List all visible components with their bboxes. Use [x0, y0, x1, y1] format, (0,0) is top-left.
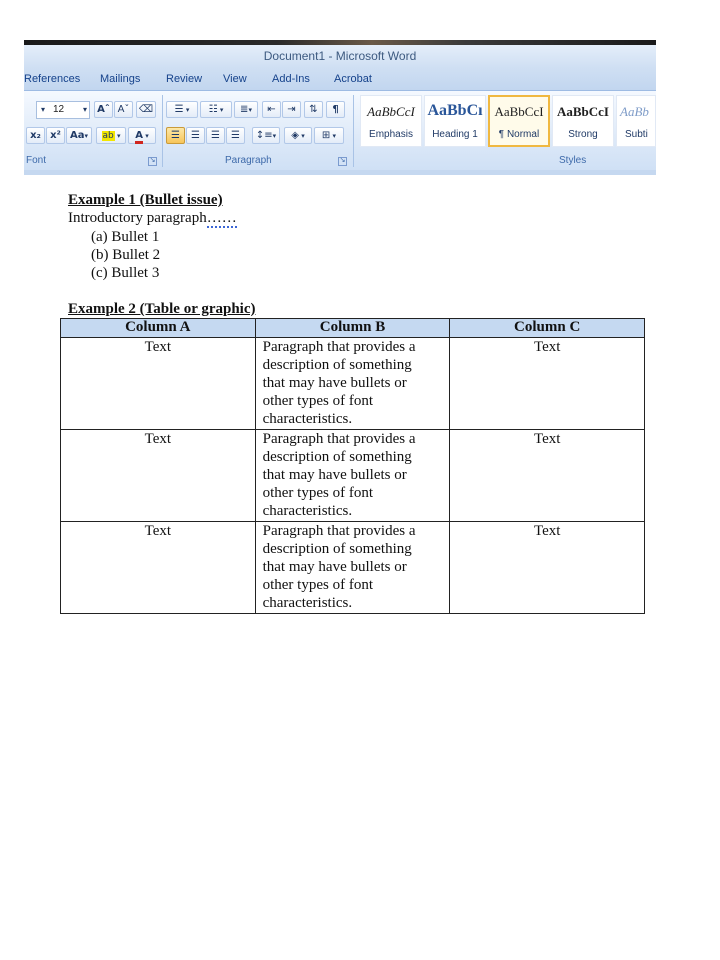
justify-button[interactable] — [226, 127, 245, 144]
table-row — [61, 430, 645, 522]
style-subtitle[interactable]: AaBb Subti — [616, 95, 656, 147]
column-header: Column B — [255, 319, 450, 338]
pilcrow-icon: ¶ — [332, 104, 339, 115]
align-left-icon: ☰ — [171, 130, 180, 141]
shrink-font-button[interactable]: Aˇ — [114, 101, 133, 118]
example-2-heading: Example 2 (Table or graphic) — [68, 301, 256, 317]
bullet-item: (c) Bullet 3 — [91, 265, 160, 281]
font-size-value: 12 — [53, 104, 65, 115]
sort-icon: ⇅ — [309, 104, 318, 115]
word-window — [24, 40, 656, 175]
paint-bucket-icon: ◈ — [291, 130, 299, 141]
align-left-button[interactable] — [166, 127, 185, 144]
align-center-button[interactable] — [186, 127, 205, 144]
table-row — [61, 338, 645, 430]
font-size-select[interactable] — [36, 101, 90, 119]
intro-text: Introductory paragraph — [68, 210, 207, 226]
document-page[interactable] — [0, 175, 720, 960]
clear-formatting-button[interactable] — [136, 101, 156, 118]
style-emphasis[interactable]: AaBbCcI Emphasis — [360, 95, 422, 147]
align-right-icon: ☰ — [211, 130, 220, 141]
tab-view[interactable]: View — [223, 73, 247, 85]
tab-references[interactable]: References — [24, 73, 81, 85]
align-right-button[interactable] — [206, 127, 225, 144]
font-dialog-launcher-icon[interactable]: ↘ — [149, 157, 156, 164]
table-cell: Text — [450, 430, 645, 522]
decrease-indent-icon: ⇤ — [267, 104, 276, 115]
bullet-list-icon: ☰ — [174, 104, 184, 115]
font-color-icon: A — [135, 130, 143, 144]
change-case-button[interactable]: Aa▾ — [66, 127, 92, 144]
borders-icon: ⊞ — [321, 130, 331, 141]
grow-font-button[interactable]: Aˆ — [94, 101, 113, 118]
tab-review[interactable]: Review — [166, 73, 203, 85]
bullet-item: (a) Bullet 1 — [91, 229, 160, 245]
paragraph-group-label: Paragraph — [225, 155, 272, 166]
tab-acrobat[interactable]: Acrobat — [334, 73, 372, 85]
align-center-icon: ☰ — [191, 130, 200, 141]
column-header: Column A — [61, 319, 256, 338]
window-title: Document1 - Microsoft Word — [263, 49, 417, 63]
table-cell: Text — [61, 338, 256, 430]
styles-gallery — [360, 95, 656, 151]
increase-indent-icon: ⇥ — [287, 104, 296, 115]
table-cell: Text — [61, 522, 256, 614]
table-cell: Paragraph that provides a description of something that may have bullets or other types of font characteristics. — [255, 338, 450, 430]
bullet-item: (b) Bullet 2 — [91, 247, 161, 263]
intro-paragraph — [68, 209, 237, 227]
multilevel-list-icon: ≣ — [240, 104, 249, 115]
font-color-button[interactable]: A ▾ — [128, 127, 156, 144]
paragraph-dialog-launcher-icon[interactable]: ↘ — [339, 157, 346, 164]
style-normal[interactable]: AaBbCcI ¶ Normal — [488, 95, 550, 147]
intro-dots: …… — [206, 210, 237, 226]
increase-indent-button[interactable] — [282, 101, 301, 118]
example-1-heading: Example 1 (Bullet issue) — [68, 192, 223, 208]
font-size-dropdown-icon[interactable]: ▾ — [82, 105, 87, 114]
title-bar — [24, 45, 656, 68]
sort-button[interactable] — [304, 101, 323, 118]
shading-button[interactable]: ◈ ▾ — [284, 127, 312, 144]
table-cell: Paragraph that provides a description of something that may have bullets or other types of font characteristics. — [255, 522, 450, 614]
justify-icon: ☰ — [231, 130, 240, 141]
eraser-icon: ⌫ — [138, 104, 154, 115]
show-hide-button[interactable] — [326, 101, 345, 118]
styles-group-label: Styles — [559, 155, 587, 166]
font-name-dropdown-icon[interactable]: ▾ — [41, 105, 46, 114]
example-table — [60, 318, 645, 614]
group-separator — [353, 95, 354, 167]
table-cell: Text — [450, 522, 645, 614]
highlighter-icon: ab — [102, 131, 114, 141]
table-cell: Text — [450, 338, 645, 430]
line-spacing-button[interactable]: ↕≡▾ — [252, 127, 280, 144]
style-heading-1[interactable]: AaBbCı Heading 1 — [424, 95, 486, 147]
borders-button[interactable]: ⊞ ▾ — [314, 127, 344, 144]
tab-mailings[interactable]: Mailings — [100, 73, 141, 85]
table-cell: Text — [61, 430, 256, 522]
font-group-label: Font — [26, 155, 47, 166]
subscript-button[interactable]: x₂ — [26, 127, 45, 144]
table-cell: Paragraph that provides a description of something that may have bullets or other types of font characteristics. — [255, 430, 450, 522]
bullets-button[interactable]: ☰ ▾ — [166, 101, 198, 118]
numbered-list-icon: ☷ — [208, 104, 218, 115]
style-strong[interactable]: AaBbCcI Strong — [552, 95, 614, 147]
table-header-row — [61, 319, 645, 338]
column-header: Column C — [450, 319, 645, 338]
superscript-button[interactable]: x² — [46, 127, 65, 144]
text-highlight-button[interactable]: ab ▾ — [96, 127, 126, 144]
ribbon-tab-bar — [24, 68, 656, 90]
decrease-indent-button[interactable] — [262, 101, 281, 118]
line-spacing-icon: ↕≡ — [255, 130, 273, 141]
multilevel-list-button[interactable]: ≣▾ — [234, 101, 258, 118]
group-separator — [162, 95, 163, 167]
tab-add-ins[interactable]: Add-Ins — [272, 73, 310, 85]
numbering-button[interactable]: ☷ ▾ — [200, 101, 232, 118]
ribbon — [24, 90, 656, 171]
table-row — [61, 522, 645, 614]
